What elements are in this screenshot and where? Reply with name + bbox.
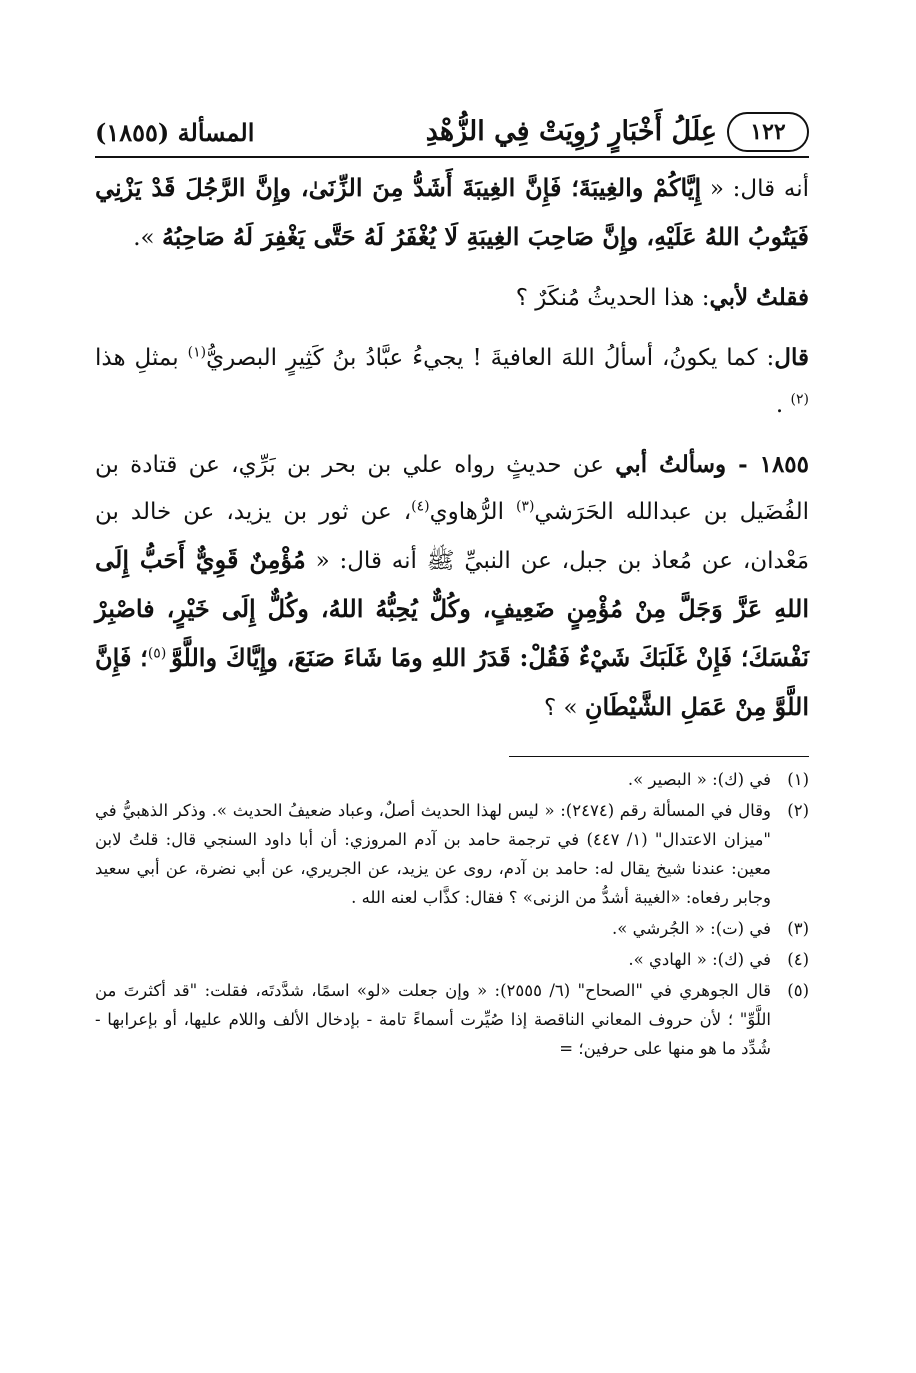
footnote-text: في (ك): « البصير ». bbox=[627, 770, 771, 789]
footnote bbox=[95, 976, 809, 1063]
footnote bbox=[95, 914, 809, 943]
page-header bbox=[95, 110, 809, 158]
footnote-number: (٢) bbox=[787, 801, 809, 820]
text-span: . bbox=[775, 392, 791, 418]
footnote-text: في (ك): « الهادي ». bbox=[628, 950, 771, 969]
paragraph bbox=[95, 441, 809, 732]
book-title: عِلَلُ أَخْبَارٍ رُوِيَتْ فِي الزُّهْدِ bbox=[425, 116, 717, 147]
footnote bbox=[95, 765, 809, 794]
footnote-number: (٤) bbox=[787, 950, 809, 969]
footnote-ref[interactable]: (٢) bbox=[790, 391, 809, 408]
main-text bbox=[95, 164, 809, 732]
footnote-ref[interactable]: (٥) bbox=[147, 645, 172, 662]
paragraph bbox=[95, 274, 809, 322]
text-span: : هذا الحديثُ مُنكَرٌ ؟ bbox=[515, 285, 710, 311]
hadith-text: إِيَّاكُمْ والغِيبَةَ؛ فَإِنَّ الغِيبَةَ أَشَدُّ مِنَ الزِّنَىٰ، وإِنَّ الرَّجُلَ قَدْ يَزْنِي فَيَتُوبُ اللهُ عَلَيْهِ، وإِنَّ صَاحِبَ الغِيبَةِ لَا يُغْفَرُ لَهُ حَتَّى يَغْفِرَ لَهُ صَاحِبُهُ bbox=[95, 173, 809, 251]
hadith-text: ؛ فَإِنَّ اللَّوَّ مِنْ عَمَلِ الشَّيْطَانِ bbox=[95, 643, 809, 721]
footnotes bbox=[95, 765, 809, 1063]
text-span: أنه قال: « bbox=[701, 176, 809, 202]
text-span: بمثلِ هذا bbox=[95, 345, 188, 371]
paragraph bbox=[95, 164, 809, 262]
footnote-divider bbox=[509, 756, 809, 757]
text-span: : كما يكونُ، أسألُ اللهَ العافيةَ ! يجيءُ عبَّادُ بنُ كَثِيرٍ البصريُّ bbox=[206, 345, 775, 371]
issue-label: المسألة (١٨٥٥) bbox=[95, 118, 255, 147]
header-rule bbox=[95, 156, 809, 158]
page bbox=[95, 110, 809, 1065]
footnote bbox=[95, 945, 809, 974]
speaker-label: قال bbox=[774, 344, 809, 371]
page-number-badge: ١٢٢ bbox=[727, 112, 809, 152]
footnote-ref[interactable]: (٣) bbox=[515, 498, 535, 515]
footnote-number: (٣) bbox=[787, 919, 809, 938]
footnote-ref[interactable]: (٤) bbox=[411, 498, 430, 515]
footnote bbox=[95, 796, 809, 912]
issue-number: ١٨٥٥ - وسألتُ أبي bbox=[615, 451, 810, 478]
footnote-text: وقال في المسألة رقم (٢٤٧٤): « ليس لهذا الحديث أصلٌ، وعباد ضعيفُ الحديث ». وذكر الذهبيُّ في "ميزان الاعتدال" (١/ ٤٤٧) في ترجمة حامد بن آدم المروزي: أن أبا داود السنجي قال: قلتُ لابن معين: عندنا شيخ يقال له: حامد بن آدم، روى عن يزيد، عن الجريري، عن أبي نضرة، عن أبي سعيد وجابر رفعاه: «الغيبة أشدُّ من الزنى» ؟ فقال: كذَّاب لعنه الله . bbox=[95, 801, 771, 907]
text-span: ، عن ثور بن يزيد، عن خالد بن مَعْدان، عن مُعاذ بن جبل، عن النبيِّ ﷺ أنه قال: « bbox=[95, 499, 810, 574]
hadith-text: مُؤْمِنٌ قَوِيٌّ أَحَبُّ إِلَى اللهِ عَزَّ وَجَلَّ مِنْ مُؤْمِنٍ ضَعِيفٍ، وكُلٌّ يُحِبُّهُ اللهُ، وكُلٌّ إِلَى خَيْرٍ، فاصْبِرْ نَفْسَكَ؛ فَإِنْ غَلَبَكَ شَيْءٌ فَقُلْ: قَدَرُ اللهِ ومَا شَاءَ صَنَعَ، وإِيَّاكَ واللَّوَّ bbox=[95, 545, 810, 672]
text-span: عن حديثٍ رواه علي بن بحر بن بَرِّي، عن قتادة بن الفُضَيل بن عبدالله الحَرَشي bbox=[95, 452, 810, 525]
text-span: الرُّهاوي bbox=[429, 499, 516, 525]
footnote-ref[interactable]: (١) bbox=[187, 344, 207, 361]
text-span: ». bbox=[133, 225, 162, 251]
speaker-label: فقلتُ لأبي bbox=[709, 284, 809, 311]
paragraph bbox=[95, 334, 809, 429]
footnote-text: قال الجوهري في "الصحاح" (٦/ ٢٥٥٥): « وإن جعلت «لو» اسمًا، شدَّدتَه، فقلت: "قد أكثرتَ من اللَّوِّ" ؛ لأن حروف المعاني الناقصة إذا صُيِّرت أسماءً تامة - بإدخال الألف واللام عليها، أو بإعرابها - شُدِّد ما هو منها على حرفين؛ = bbox=[95, 981, 771, 1058]
footnote-number: (٥) bbox=[787, 981, 809, 1000]
footnote-number: (١) bbox=[787, 770, 809, 789]
text-span: » ؟ bbox=[543, 695, 585, 721]
footnote-text: في (ت): « الجُرشي ». bbox=[612, 919, 771, 938]
